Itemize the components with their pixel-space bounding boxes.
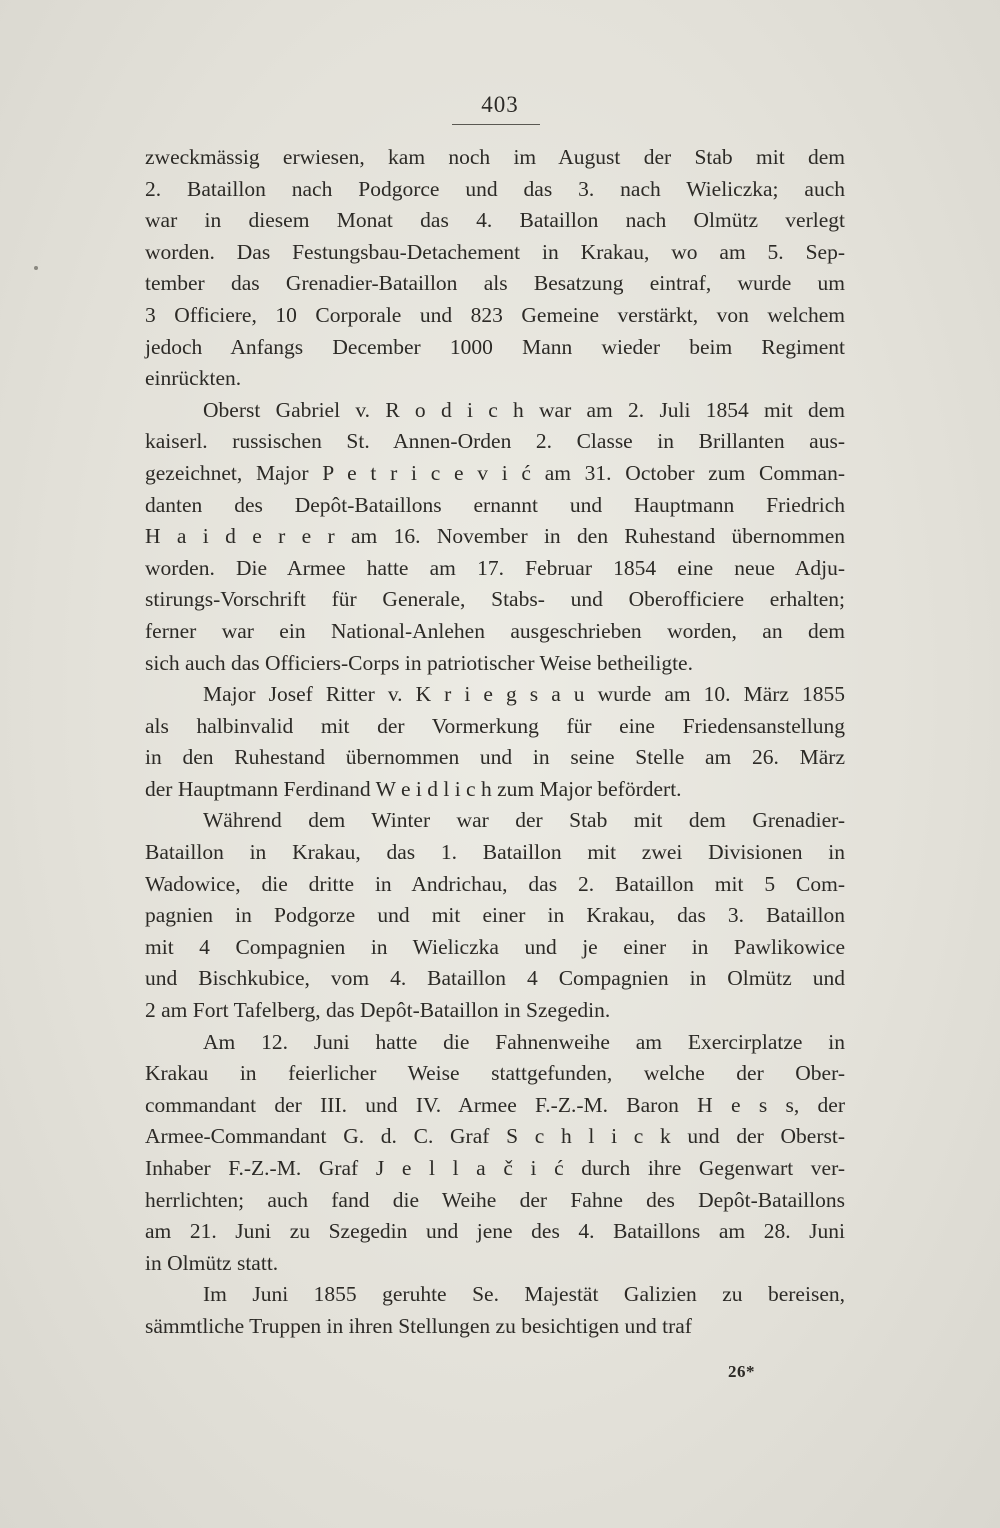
text-line: ferner war ein National-Anlehen ausgeschrieben worden, an dem xyxy=(145,618,845,643)
paragraph xyxy=(145,395,845,679)
text-line: commandant der III. und IV. Armee F.-Z.-M. Baron H e s s, der xyxy=(145,1092,845,1117)
body-text xyxy=(145,142,845,1343)
text-line: worden. Das Festungsbau-Detachement in Krakau, wo am 5. Sep- xyxy=(145,239,845,264)
text-line: 2. Bataillon nach Podgorce und das 3. nach Wieliczka; auch xyxy=(145,176,845,201)
text-line: H a i d e r e r am 16. November in den Ruhestand übernommen xyxy=(145,524,845,549)
text-line: als halbinvalid mit der Vormerkung für eine Friedensanstellung xyxy=(145,713,845,738)
paragraph xyxy=(145,679,845,805)
text-line: sich auch das Officiers-Corps in patriotischer Weise betheiligte. xyxy=(145,650,693,675)
text-line: Armee-Commandant G. d. C. Graf S c h l i c k und der Oberst- xyxy=(145,1124,845,1149)
text-line: 2 am Fort Tafelberg, das Depôt-Bataillon in Szegedin. xyxy=(145,998,611,1023)
text-line: Wadowice, die dritte in Andrichau, das 2. Bataillon mit 5 Com- xyxy=(145,871,845,896)
text-line: zweckmässig erwiesen, kam noch im August der Stab mit dem xyxy=(145,145,845,169)
text-line: Am 12. Juni hatte die Fahnenweihe am Exercirplatze in xyxy=(203,1029,845,1054)
text-line: Major Josef Ritter v. K r i e g s a u wurde am 10. März 1855 xyxy=(203,682,845,707)
text-line: gezeichnet, Major P e t r i c e v i ć am 31. October zum Comman- xyxy=(145,460,845,485)
text-line: einrückten. xyxy=(145,366,242,391)
paragraph xyxy=(145,1027,845,1280)
text-line: in den Ruhestand übernommen und in seine Stelle am 26. März xyxy=(145,745,845,770)
paragraph xyxy=(145,1279,845,1342)
text-line: Oberst Gabriel v. R o d i c h war am 2. Juli 1854 mit dem xyxy=(203,397,845,422)
paragraph xyxy=(145,805,845,1026)
text-line: und Bischkubice, vom 4. Bataillon 4 Compagnien in Olmütz und xyxy=(145,966,845,991)
text-line: Bataillon in Krakau, das 1. Bataillon mit zwei Divisionen in xyxy=(145,840,845,865)
text-line: danten des Depôt-Bataillons ernannt und Hauptmann Friedrich xyxy=(145,492,845,517)
text-line: stirungs-Vorschrift für Generale, Stabs- und Oberofficiere erhalten; xyxy=(145,587,845,612)
text-line: war in diesem Monat das 4. Bataillon nach Olmütz verlegt xyxy=(145,208,845,233)
text-line: sämmtliche Truppen in ihren Stellungen zu besichtigen und traf xyxy=(145,1313,692,1338)
paragraph xyxy=(145,142,845,395)
text-line: in Olmütz statt. xyxy=(145,1250,279,1275)
text-line: worden. Die Armee hatte am 17. Februar 1854 eine neue Adju- xyxy=(145,555,845,580)
text-line: der Hauptmann Ferdinand W e i d l i c h zum Major befördert. xyxy=(145,776,682,801)
text-line: mit 4 Compagnien in Wieliczka und je einer in Pawlikowice xyxy=(145,934,845,959)
text-line: Während dem Winter war der Stab mit dem Grenadier- xyxy=(203,808,845,833)
text-line: Inhaber F.-Z.-M. Graf J e l l a č i ć durch ihre Gegenwart ver- xyxy=(145,1156,845,1180)
text-line: Krakau in feierlicher Weise stattgefunden, welche der Ober- xyxy=(145,1061,845,1086)
text-line: Im Juni 1855 geruhte Se. Majestät Galizien zu bereisen, xyxy=(203,1282,845,1307)
text-line: pagnien in Podgorze und mit einer in Krakau, das 3. Bataillon xyxy=(145,903,845,928)
text-line: am 21. Juni zu Szegedin und jene des 4. Bataillons am 28. Juni xyxy=(145,1219,845,1244)
text-line: 3 Officiere, 10 Corporale und 823 Gemeine verstärkt, von welchem xyxy=(145,302,845,327)
paper-speck xyxy=(34,266,38,270)
printer-signature-mark: 26* xyxy=(728,1362,755,1381)
text-line: kaiserl. russischen St. Annen-Orden 2. Classe in Brillanten aus- xyxy=(145,429,845,454)
text-line: jedoch Anfangs December 1000 Mann wieder beim Regiment xyxy=(145,334,845,359)
page-number: 403 xyxy=(481,92,519,117)
text-line: herrlichten; auch fand die Weihe der Fahne des Depôt-Bataillons xyxy=(145,1187,845,1212)
text-line: tember das Grenadier-Bataillon als Besatzung eintraf, wurde um xyxy=(145,271,845,296)
header-rule xyxy=(452,124,540,125)
